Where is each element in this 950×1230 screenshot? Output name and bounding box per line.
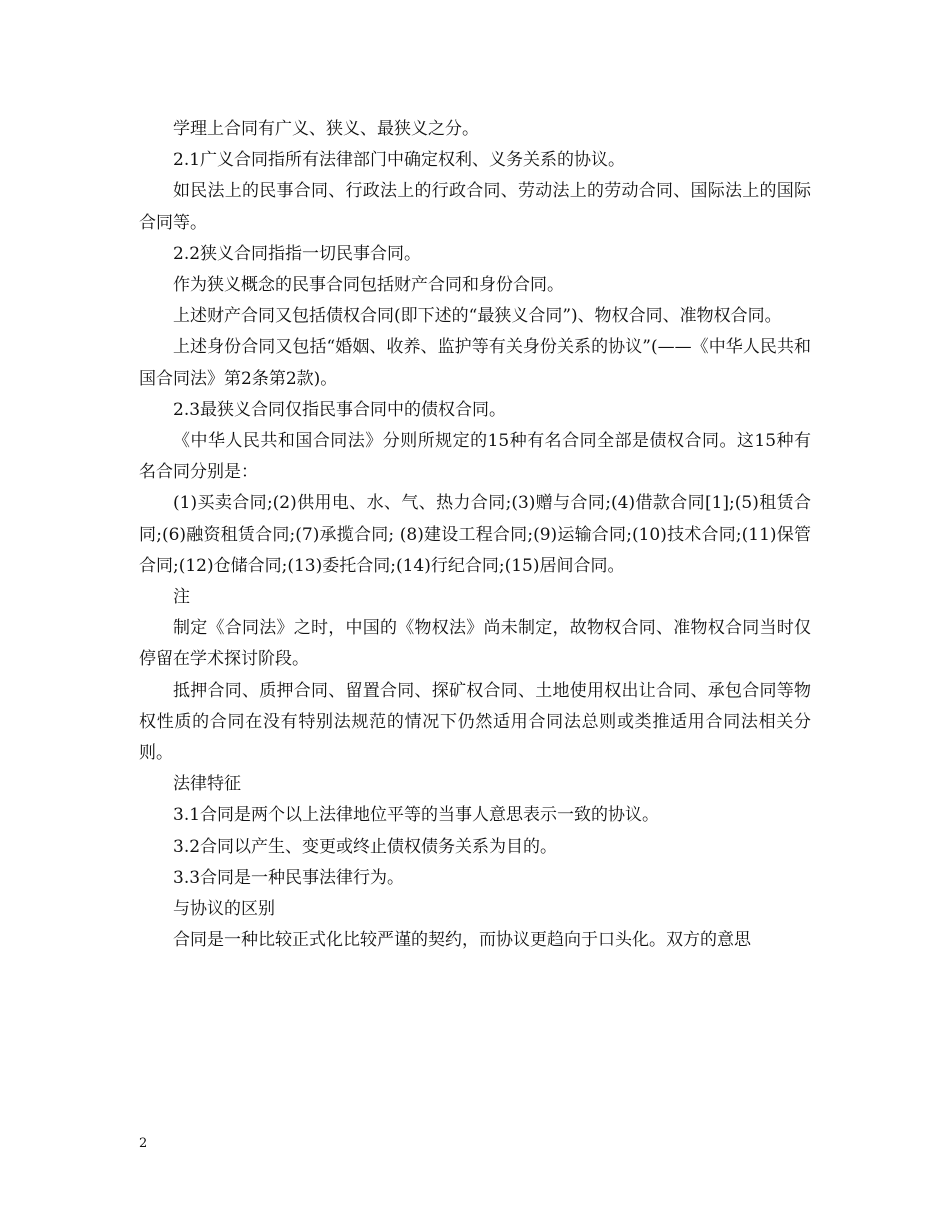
paragraph: 抵押合同、质押合同、留置合同、探矿权合同、土地使用权出让合同、承包合同等物权性质的合同在没有特别法规范的情况下仍然适用合同法总则或类推适用合同法相关分则。 bbox=[139, 680, 811, 764]
section-heading: 法律特征 bbox=[173, 774, 241, 795]
paragraph: 2.3最狭义合同仅指民事合同中的债权合同。 bbox=[173, 399, 507, 420]
section-note-heading: 注 bbox=[173, 587, 190, 608]
page-number: 2 bbox=[139, 1136, 148, 1151]
paragraph: 上述身份合同又包括“婚姻、收养、监护等有关身份关系的协议”(——《中华人民共和国合同法》第2条第2款)。 bbox=[139, 337, 811, 389]
paragraph: 作为狭义概念的民事合同包括财产合同和身份合同。 bbox=[173, 275, 564, 296]
paragraph: 上述财产合同又包括债权合同(即下述的“最狭义合同”)、物权合同、准物权合同。 bbox=[173, 306, 782, 327]
section-heading: 与协议的区别 bbox=[173, 899, 275, 920]
paragraph: 3.2合同以产生、变更或终止债权债务关系为目的。 bbox=[173, 836, 558, 857]
paragraph: 3.3合同是一种民事法律行为。 bbox=[173, 867, 405, 888]
paragraph: 学理上合同有广义、狭义、最狭义之分。 bbox=[173, 119, 479, 139]
paragraph: 《中华人民共和国合同法》分则所规定的15种有名合同全部是债权合同。这15种有名合同分别是： bbox=[139, 431, 811, 483]
paragraph: 3.1合同是两个以上法律地位平等的当事人意思表示一致的协议。 bbox=[173, 805, 660, 826]
paragraph: 2.2狭义合同指指一切民事合同。 bbox=[173, 243, 422, 264]
paragraph: 制定《合同法》之时，中国的《物权法》尚未制定，故物权合同、准物权合同当时仅停留在学术探讨阶段。 bbox=[139, 618, 811, 670]
paragraph: 2.1广义合同指所有法律部门中确定权利、义务关系的协议。 bbox=[173, 150, 626, 171]
paragraph: 合同是一种比较正式化比较严谨的契约，而协议更趋向于口头化。双方的意思 bbox=[173, 930, 751, 951]
paragraph: 如民法上的民事合同、行政法上的行政合同、劳动法上的劳动合同、国际法上的国际合同等。 bbox=[139, 181, 811, 233]
paragraph: (1)买卖合同;(2)供用电、水、气、热力合同;(3)赠与合同;(4)借款合同[1];(5)租赁合同;(6)融资租赁合同;(7)承揽合同; (8)建设工程合同;(9)运输合同;(10)技术合同;(11)保管合同;(12)仓储合同;(13)委托合同;(14)行纪合同;(15)居间合同。 bbox=[139, 493, 811, 576]
document-body bbox=[139, 114, 811, 956]
